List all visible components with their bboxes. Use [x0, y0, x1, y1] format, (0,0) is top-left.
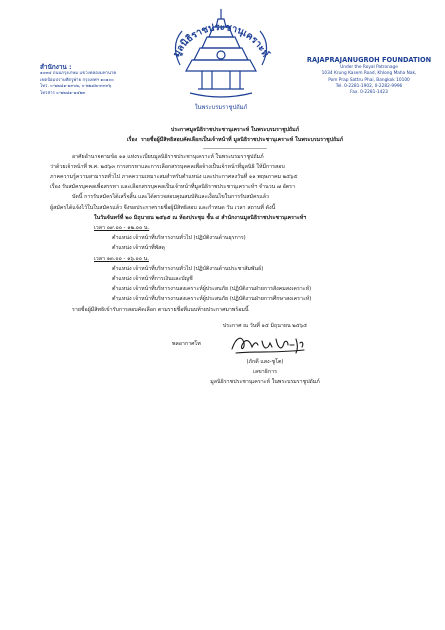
position-item: ตำแหน่ง เจ้าหน้าที่การเงินและบัญชี — [112, 276, 193, 283]
session-afternoon-time: เวลา ๑๓.๐๐ - ๑๖.๐๐ น. — [94, 255, 149, 262]
subject-text: รายชื่อผู้มีสิทธิสอบคัดเลือกเป็นเจ้าหน้าที่ มูลนิธิราชประชานุเคราะห์ ในพระบรมราชูปถัมภ์ — [140, 137, 344, 144]
fax-line: Fax. 0-2281-1423 — [350, 90, 388, 96]
announcement-title: ประกาศมูลนิธิราชประชานุเคราะห์ ในพระบรมราชูปถัมภ์ — [170, 127, 300, 133]
foundation-logo — [160, 5, 282, 115]
position-item: ตำแหน่ง เจ้าหน้าที่บริหารงานทั่วไป (ปฏิบัติงานด้านธุรการ) — [112, 235, 246, 242]
phone-line: โทร. ๐-๒๒๘๑-๑๙๐๒, ๐-๒๒๘๒-๙๙๙๖ — [40, 84, 112, 90]
signer-name: (ภักดี แสง-ชูโต) — [246, 359, 284, 366]
paragraph-line: อาศัยอำนาจตามข้อ ๑๑ แห่งระเบียบมูลนิธิราชประชานุเคราะห์ ในพระบรมราชูปถัมภ์ — [72, 153, 264, 160]
paragraph-notice — [50, 192, 420, 212]
fax-line: โทรสาร ๐-๒๒๘๑-๑๔๒๓ — [40, 90, 86, 96]
title-separator: ________________________ — [203, 143, 267, 150]
signer-rank: พลอากาศโท — [172, 341, 201, 348]
address-line: เขตป้อมปราบศัตรูพ่าย กรุงเทพฯ ๑๐๑๐๐ — [40, 77, 114, 83]
paragraph-line: ภาคความรู้ความสามารถทั่วไป ภาคความเหมาะสมสำหรับตำแหน่ง และประกาศลงวันที่ ๑๑ พฤษภาคม ๒๕๖๕ — [50, 174, 298, 181]
phone-line: Tel. 0-2281-1902, 0-2282-9996 — [335, 83, 403, 89]
paragraph-line: เรื่อง รับสมัครบุคคลเพื่อสรรหา และเลือกสรรบุคคลเป็นเจ้าหน้าที่มูลนิธิราชประชานุเคราะห์ฯ จำนวน ๗ อัตรา — [50, 184, 296, 191]
office-address-thai — [40, 64, 158, 97]
position-item: ตำแหน่ง เจ้าหน้าที่บริหารงานสงเคราะห์ผู้ประสบภัย (ปฏิบัติงานฝ่ายการสังคมสงเคราะห์) — [112, 286, 312, 293]
position-item: ตำแหน่ง เจ้าหน้าที่พัสดุ — [112, 245, 165, 252]
announcement-body — [50, 125, 420, 388]
address-line: ๑๐๓๔ ถนนกรุงเกษม แขวงคลองมหานาค — [40, 71, 117, 77]
office-title: สำนักงาน : — [40, 63, 72, 71]
paragraph-line: ว่าด้วยเจ้าหน้าที่ พ.ศ. ๒๕๖๓ การสรรหาและการเลือกสรรบุคคลเพื่อจ้างเป็นเจ้าหน้าที่มูลนิธิ ให้มีการสอบ — [50, 163, 285, 170]
signature-row — [50, 331, 420, 357]
subject-label: เรื่อง — [126, 137, 138, 144]
signer-organization: มูลนิธิราชประชานุเคราะห์ ในพระบรมราชูปถัมภ์ — [210, 379, 320, 386]
logo-arc-text: มูลนิธิราชประชานุเคราะห์ — [171, 21, 271, 59]
foundation-name: RAJAPRAJANUGROH FOUNDATION — [306, 56, 432, 64]
announce-date: ประกาศ ณ วันที่ ๑๕ มิถุนายน ๒๕๖๕ — [222, 322, 308, 329]
signature-block — [50, 321, 420, 388]
position-item: ตำแหน่ง เจ้าหน้าที่บริหารงานทั่วไป (ปฏิบัติงานด้านประชาสัมพันธ์) — [112, 265, 264, 272]
position-item: ตำแหน่ง เจ้าหน้าที่บริหารงานสงเคราะห์ผู้ประสบภัย (ปฏิบัติงานฝ่ายการศึกษาสงเคราะห์) — [112, 296, 312, 303]
signer-title: เลขาธิการ — [253, 369, 277, 376]
paragraph-authority — [50, 152, 420, 193]
patronage-line: Under the Royal Patronage — [340, 65, 398, 70]
office-address-english — [298, 56, 440, 96]
exam-day: ในวันจันทร์ที่ ๒๐ มิถุนายน ๒๕๖๕ ณ ห้องประชุม ชั้น ๔ สำนักงานมูลนิธิราชประชานุเคราะห์ฯ — [94, 214, 307, 221]
logo-bottom-text: ในพระบรมราชูปถัมภ์ — [194, 105, 248, 111]
address-line: 1034 Krung Kasem Road, Khlong Maha Nak, — [321, 71, 417, 77]
address-line: Pom Prap Sattru Phai, Bangkok 10100 — [328, 77, 410, 83]
paragraph-line: ผู้สมัครได้แจ้งไว้ในใบสมัครแล้ว จึงขอประกาศรายชื่อผู้มีสิทธิสอบ และกำหนด วัน เวลา สถานที่ ดังนี้ — [50, 204, 276, 211]
closing-statement: รายชื่อผู้มีสิทธิเข้ารับการสอบคัดเลือก ตามรายชื่อที่แนบท้ายประกาศมาพร้อมนี้ — [72, 306, 249, 313]
handwritten-signature — [228, 331, 310, 357]
paragraph-line: บัดนี้ การรับสมัครได้เสร็จสิ้น และได้ตรวจสอบคุณสมบัติและเงื่อนไขในการรับสมัครแล้ว — [72, 194, 269, 201]
session-morning-time: เวลา ๐๙.๐๐ - ๑๒.๐๐ น. — [94, 225, 150, 232]
